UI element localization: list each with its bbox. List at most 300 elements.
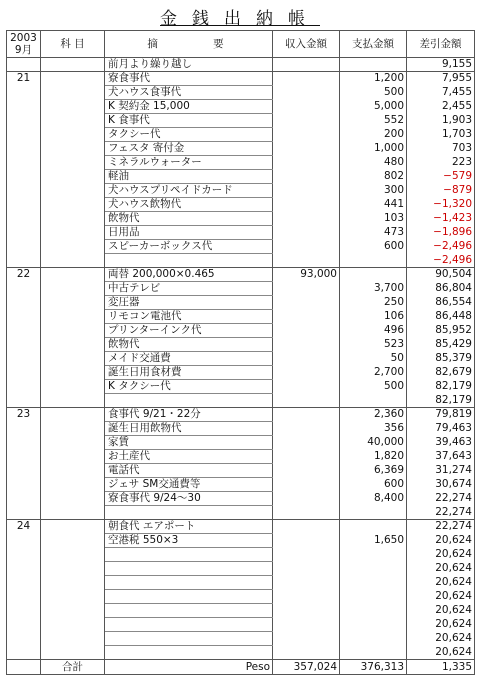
- ledger-row: [7, 380, 475, 394]
- entry-day: [7, 58, 41, 72]
- entry-balance: 82,179: [407, 380, 475, 394]
- entry-description: [105, 254, 273, 268]
- entry-income: [273, 156, 340, 170]
- entry-description: [105, 604, 273, 618]
- entry-balance: 20,624: [407, 618, 475, 632]
- entry-description: 空港税 550×3: [105, 534, 273, 548]
- entry-income: [273, 282, 340, 296]
- entry-expense: [340, 58, 407, 72]
- entry-balance: −1,896: [407, 226, 475, 240]
- entry-balance: 20,624: [407, 548, 475, 562]
- entry-day: [7, 618, 41, 632]
- entry-day: [7, 240, 41, 254]
- entry-description: 犬ハウスプリペイドカード: [105, 184, 273, 198]
- entry-income: [273, 422, 340, 436]
- entry-category: [41, 296, 105, 310]
- cash-ledger-table: [6, 30, 475, 675]
- entry-balance: −2,496: [407, 240, 475, 254]
- entry-category: [41, 268, 105, 282]
- ledger-row: [7, 604, 475, 618]
- entry-description: [105, 548, 273, 562]
- entry-day: [7, 436, 41, 450]
- entry-balance: 7,955: [407, 72, 475, 86]
- ledger-row: [7, 632, 475, 646]
- entry-balance: 31,274: [407, 464, 475, 478]
- entry-balance: 223: [407, 156, 475, 170]
- entry-category: [41, 646, 105, 660]
- entry-day: [7, 128, 41, 142]
- header-date: [7, 31, 41, 58]
- entry-expense: 1,650: [340, 534, 407, 548]
- ledger-row: [7, 310, 475, 324]
- entry-day: 23: [7, 408, 41, 422]
- entry-category: [41, 352, 105, 366]
- entry-balance: 85,952: [407, 324, 475, 338]
- entry-day: [7, 562, 41, 576]
- entry-expense: 103: [340, 212, 407, 226]
- ledger-row: [7, 478, 475, 492]
- ledger-row: [7, 170, 475, 184]
- entry-expense: [340, 254, 407, 268]
- entry-balance: −579: [407, 170, 475, 184]
- entry-income: [273, 492, 340, 506]
- entry-income: [273, 352, 340, 366]
- entry-balance: 82,679: [407, 366, 475, 380]
- entry-description: [105, 506, 273, 520]
- entry-expense: 441: [340, 198, 407, 212]
- entry-day: [7, 212, 41, 226]
- entry-description: お土産代: [105, 450, 273, 464]
- entry-balance: 85,429: [407, 338, 475, 352]
- entry-day: [7, 156, 41, 170]
- ledger-row: [7, 422, 475, 436]
- entry-day: [7, 366, 41, 380]
- ledger-row: [7, 240, 475, 254]
- ledger-row: [7, 226, 475, 240]
- ledger-row: [7, 142, 475, 156]
- entry-description: 家賃: [105, 436, 273, 450]
- header-income: 収入金額: [273, 31, 340, 58]
- entry-category: [41, 184, 105, 198]
- entry-description: フェスタ 寄付金: [105, 142, 273, 156]
- entry-expense: [340, 562, 407, 576]
- entry-description: [105, 618, 273, 632]
- entry-expense: [340, 520, 407, 534]
- entry-income: [273, 184, 340, 198]
- entry-description: ミネラルウォーター: [105, 156, 273, 170]
- entry-day: [7, 646, 41, 660]
- entry-description: [105, 576, 273, 590]
- totals-currency: Peso: [105, 660, 273, 675]
- entry-expense: 5,000: [340, 100, 407, 114]
- entry-expense: 3,700: [340, 282, 407, 296]
- header-month: 9月: [14, 44, 33, 56]
- entry-category: [41, 464, 105, 478]
- entry-category: [41, 86, 105, 100]
- entry-balance: 22,274: [407, 506, 475, 520]
- entry-income: [273, 520, 340, 534]
- entry-description: 犬ハウス食事代: [105, 86, 273, 100]
- ledger-row: [7, 548, 475, 562]
- entry-income: [273, 198, 340, 212]
- entry-category: [41, 72, 105, 86]
- entry-expense: 496: [340, 324, 407, 338]
- entry-day: [7, 422, 41, 436]
- entry-balance: 82,179: [407, 394, 475, 408]
- entry-category: [41, 422, 105, 436]
- entry-income: [273, 576, 340, 590]
- entry-income: [273, 100, 340, 114]
- entry-balance: 79,463: [407, 422, 475, 436]
- ledger-row: [7, 506, 475, 520]
- entry-day: [7, 170, 41, 184]
- entry-expense: 8,400: [340, 492, 407, 506]
- entry-description: メイド交通費: [105, 352, 273, 366]
- entry-expense: [340, 268, 407, 282]
- ledger-row: [7, 590, 475, 604]
- entry-expense: 300: [340, 184, 407, 198]
- entry-category: [41, 366, 105, 380]
- entry-category: [41, 450, 105, 464]
- entry-income: [273, 618, 340, 632]
- entry-category: [41, 114, 105, 128]
- entry-income: [273, 58, 340, 72]
- entry-balance: 86,448: [407, 310, 475, 324]
- entry-day: [7, 198, 41, 212]
- entry-expense: 600: [340, 478, 407, 492]
- entry-income: [273, 632, 340, 646]
- ledger-row: [7, 282, 475, 296]
- ledger-row: [7, 576, 475, 590]
- entry-balance: 9,155: [407, 58, 475, 72]
- entry-balance: 20,624: [407, 534, 475, 548]
- entry-expense: [340, 506, 407, 520]
- entry-category: [41, 212, 105, 226]
- entry-category: [41, 394, 105, 408]
- entry-expense: 6,369: [340, 464, 407, 478]
- entry-description: 軽油: [105, 170, 273, 184]
- ledger-row: [7, 436, 475, 450]
- entry-description: 寮食事代: [105, 72, 273, 86]
- entry-day: [7, 590, 41, 604]
- entry-day: [7, 478, 41, 492]
- ledger-row: [7, 86, 475, 100]
- entry-income: [273, 296, 340, 310]
- entry-expense: [340, 394, 407, 408]
- entry-description: [105, 632, 273, 646]
- entry-income: [273, 478, 340, 492]
- entry-day: [7, 492, 41, 506]
- entry-day: [7, 254, 41, 268]
- entry-balance: 85,379: [407, 352, 475, 366]
- ledger-row: [7, 212, 475, 226]
- entry-expense: 552: [340, 114, 407, 128]
- entry-income: [273, 170, 340, 184]
- entry-balance: 20,624: [407, 562, 475, 576]
- entry-day: [7, 450, 41, 464]
- entry-balance: 39,463: [407, 436, 475, 450]
- entry-income: [273, 604, 340, 618]
- entry-description: [105, 394, 273, 408]
- entry-balance: −879: [407, 184, 475, 198]
- entry-category: [41, 142, 105, 156]
- entry-balance: 20,624: [407, 576, 475, 590]
- entry-day: 24: [7, 520, 41, 534]
- entry-day: [7, 282, 41, 296]
- entry-balance: 1,703: [407, 128, 475, 142]
- entry-income: [273, 310, 340, 324]
- entry-category: [41, 338, 105, 352]
- ledger-row: [7, 184, 475, 198]
- entry-day: [7, 114, 41, 128]
- ledger-row: [7, 100, 475, 114]
- entry-category: [41, 492, 105, 506]
- entry-income: [273, 562, 340, 576]
- entry-expense: 500: [340, 380, 407, 394]
- entry-category: [41, 590, 105, 604]
- entry-category: [41, 380, 105, 394]
- entry-day: [7, 352, 41, 366]
- entry-category: [41, 534, 105, 548]
- entry-income: [273, 646, 340, 660]
- entry-income: [273, 394, 340, 408]
- entry-expense: 480: [340, 156, 407, 170]
- entry-day: [7, 184, 41, 198]
- entry-balance: 79,819: [407, 408, 475, 422]
- entry-income: [273, 408, 340, 422]
- entry-income: [273, 590, 340, 604]
- ledger-title: 金銭出納帳: [160, 9, 320, 29]
- entry-income: [273, 114, 340, 128]
- entry-expense: 473: [340, 226, 407, 240]
- entry-income: [273, 142, 340, 156]
- entry-balance: 20,624: [407, 646, 475, 660]
- ledger-row: [7, 464, 475, 478]
- entry-expense: 802: [340, 170, 407, 184]
- entry-balance: 30,674: [407, 478, 475, 492]
- ledger-row: [7, 254, 475, 268]
- entry-expense: 1,820: [340, 450, 407, 464]
- entry-balance: 37,643: [407, 450, 475, 464]
- ledger-row: [7, 128, 475, 142]
- totals-label: 合計: [41, 660, 105, 675]
- entry-expense: [340, 590, 407, 604]
- entry-income: [273, 436, 340, 450]
- entry-balance: 22,274: [407, 520, 475, 534]
- ledger-row: [7, 646, 475, 660]
- entry-description: K タクシー代: [105, 380, 273, 394]
- entry-description: 飲物代: [105, 338, 273, 352]
- entry-balance: 1,903: [407, 114, 475, 128]
- entry-description: リモコン電池代: [105, 310, 273, 324]
- entry-category: [41, 324, 105, 338]
- entry-description: ジェサ SM交通費等: [105, 478, 273, 492]
- ledger-row: [7, 492, 475, 506]
- entry-category: [41, 100, 105, 114]
- entry-day: [7, 464, 41, 478]
- entry-description: K 契約金 15,000: [105, 100, 273, 114]
- entry-day: [7, 310, 41, 324]
- ledger-row: [7, 352, 475, 366]
- entry-expense: [340, 632, 407, 646]
- entry-balance: −1,320: [407, 198, 475, 212]
- entry-income: [273, 86, 340, 100]
- totals-income: 357,024: [273, 660, 340, 675]
- entry-category: [41, 604, 105, 618]
- entry-category: [41, 618, 105, 632]
- entry-day: [7, 604, 41, 618]
- entry-description: タクシー代: [105, 128, 273, 142]
- entry-description: プリンターインク代: [105, 324, 273, 338]
- entry-category: [41, 226, 105, 240]
- entry-balance: 703: [407, 142, 475, 156]
- entry-expense: 50: [340, 352, 407, 366]
- entry-category: [41, 282, 105, 296]
- entry-category: [41, 562, 105, 576]
- ledger-row: [7, 562, 475, 576]
- entry-expense: [340, 646, 407, 660]
- ledger-row: [7, 268, 475, 282]
- entry-category: [41, 576, 105, 590]
- entry-description: 日用品: [105, 226, 273, 240]
- ledger-row: [7, 520, 475, 534]
- entry-day: [7, 86, 41, 100]
- entry-category: [41, 436, 105, 450]
- entry-category: [41, 408, 105, 422]
- entry-description: 食事代 9/21・22分: [105, 408, 273, 422]
- entry-expense: 500: [340, 86, 407, 100]
- totals-balance: 1,335: [407, 660, 475, 675]
- entry-description: 中古テレビ: [105, 282, 273, 296]
- entry-expense: [340, 604, 407, 618]
- entry-description: 両替 200,000×0.465: [105, 268, 273, 282]
- entry-description: [105, 562, 273, 576]
- entry-category: [41, 198, 105, 212]
- ledger-row: [7, 114, 475, 128]
- header-category: 科 目: [41, 31, 105, 58]
- entry-description: K 食事代: [105, 114, 273, 128]
- entry-income: [273, 506, 340, 520]
- entry-day: [7, 394, 41, 408]
- entry-balance: −2,496: [407, 254, 475, 268]
- entry-expense: [340, 576, 407, 590]
- entry-balance: 20,624: [407, 590, 475, 604]
- entry-income: [273, 72, 340, 86]
- entry-description: 犬ハウス飲物代: [105, 198, 273, 212]
- entry-day: [7, 226, 41, 240]
- entry-day: [7, 100, 41, 114]
- entry-description: 寮食事代 9/24～30: [105, 492, 273, 506]
- entry-income: [273, 226, 340, 240]
- entry-balance: 20,624: [407, 604, 475, 618]
- entry-day: [7, 534, 41, 548]
- entry-description: 前月より繰り越し: [105, 58, 273, 72]
- totals-row: [7, 660, 475, 675]
- header-balance: 差引金額: [407, 31, 475, 58]
- entry-category: [41, 506, 105, 520]
- header-description: 摘 要: [105, 31, 273, 58]
- entry-day: [7, 548, 41, 562]
- ledger-row: [7, 198, 475, 212]
- entry-day: [7, 506, 41, 520]
- entry-expense: 356: [340, 422, 407, 436]
- entry-day: [7, 296, 41, 310]
- entry-day: [7, 324, 41, 338]
- entry-income: [273, 548, 340, 562]
- ledger-row: [7, 156, 475, 170]
- entry-category: [41, 58, 105, 72]
- entry-expense: 1,000: [340, 142, 407, 156]
- entry-category: [41, 520, 105, 534]
- header-expense: 支払金額: [340, 31, 407, 58]
- entry-balance: −1,423: [407, 212, 475, 226]
- ledger-row: [7, 58, 475, 72]
- entry-expense: 40,000: [340, 436, 407, 450]
- entry-income: [273, 380, 340, 394]
- entry-income: [273, 338, 340, 352]
- entry-description: [105, 646, 273, 660]
- entry-day: [7, 576, 41, 590]
- entry-income: [273, 240, 340, 254]
- entry-expense: 2,360: [340, 408, 407, 422]
- entry-balance: 86,554: [407, 296, 475, 310]
- entry-category: [41, 254, 105, 268]
- entry-expense: 200: [340, 128, 407, 142]
- entry-income: [273, 464, 340, 478]
- entry-income: 93,000: [273, 268, 340, 282]
- entry-category: [41, 170, 105, 184]
- entry-income: [273, 324, 340, 338]
- entry-category: [41, 310, 105, 324]
- entry-balance: 20,624: [407, 632, 475, 646]
- ledger-row: [7, 324, 475, 338]
- entry-description: 飲物代: [105, 212, 273, 226]
- entry-category: [41, 548, 105, 562]
- entry-income: [273, 450, 340, 464]
- entry-expense: 250: [340, 296, 407, 310]
- entry-day: [7, 380, 41, 394]
- entry-balance: 7,455: [407, 86, 475, 100]
- entry-expense: 523: [340, 338, 407, 352]
- ledger-row: [7, 366, 475, 380]
- entry-description: 電話代: [105, 464, 273, 478]
- entry-balance: 86,804: [407, 282, 475, 296]
- ledger-row: [7, 296, 475, 310]
- entry-income: [273, 212, 340, 226]
- entry-expense: [340, 548, 407, 562]
- entry-day: 21: [7, 72, 41, 86]
- header-year: 2003: [10, 32, 37, 44]
- entry-description: スピーカーボックス代: [105, 240, 273, 254]
- ledger-row: [7, 394, 475, 408]
- entry-category: [41, 128, 105, 142]
- entry-description: 朝食代 エアポート: [105, 520, 273, 534]
- entry-expense: [340, 618, 407, 632]
- entry-day: [7, 338, 41, 352]
- entry-expense: 2,700: [340, 366, 407, 380]
- ledger-row: [7, 338, 475, 352]
- entry-expense: 106: [340, 310, 407, 324]
- ledger-row: [7, 534, 475, 548]
- header-row: [7, 31, 475, 58]
- entry-day: [7, 142, 41, 156]
- entry-description: [105, 590, 273, 604]
- entry-day: 22: [7, 268, 41, 282]
- totals-expense: 376,313: [340, 660, 407, 675]
- entry-description: 変圧器: [105, 296, 273, 310]
- entry-expense: 1,200: [340, 72, 407, 86]
- entry-balance: 90,504: [407, 268, 475, 282]
